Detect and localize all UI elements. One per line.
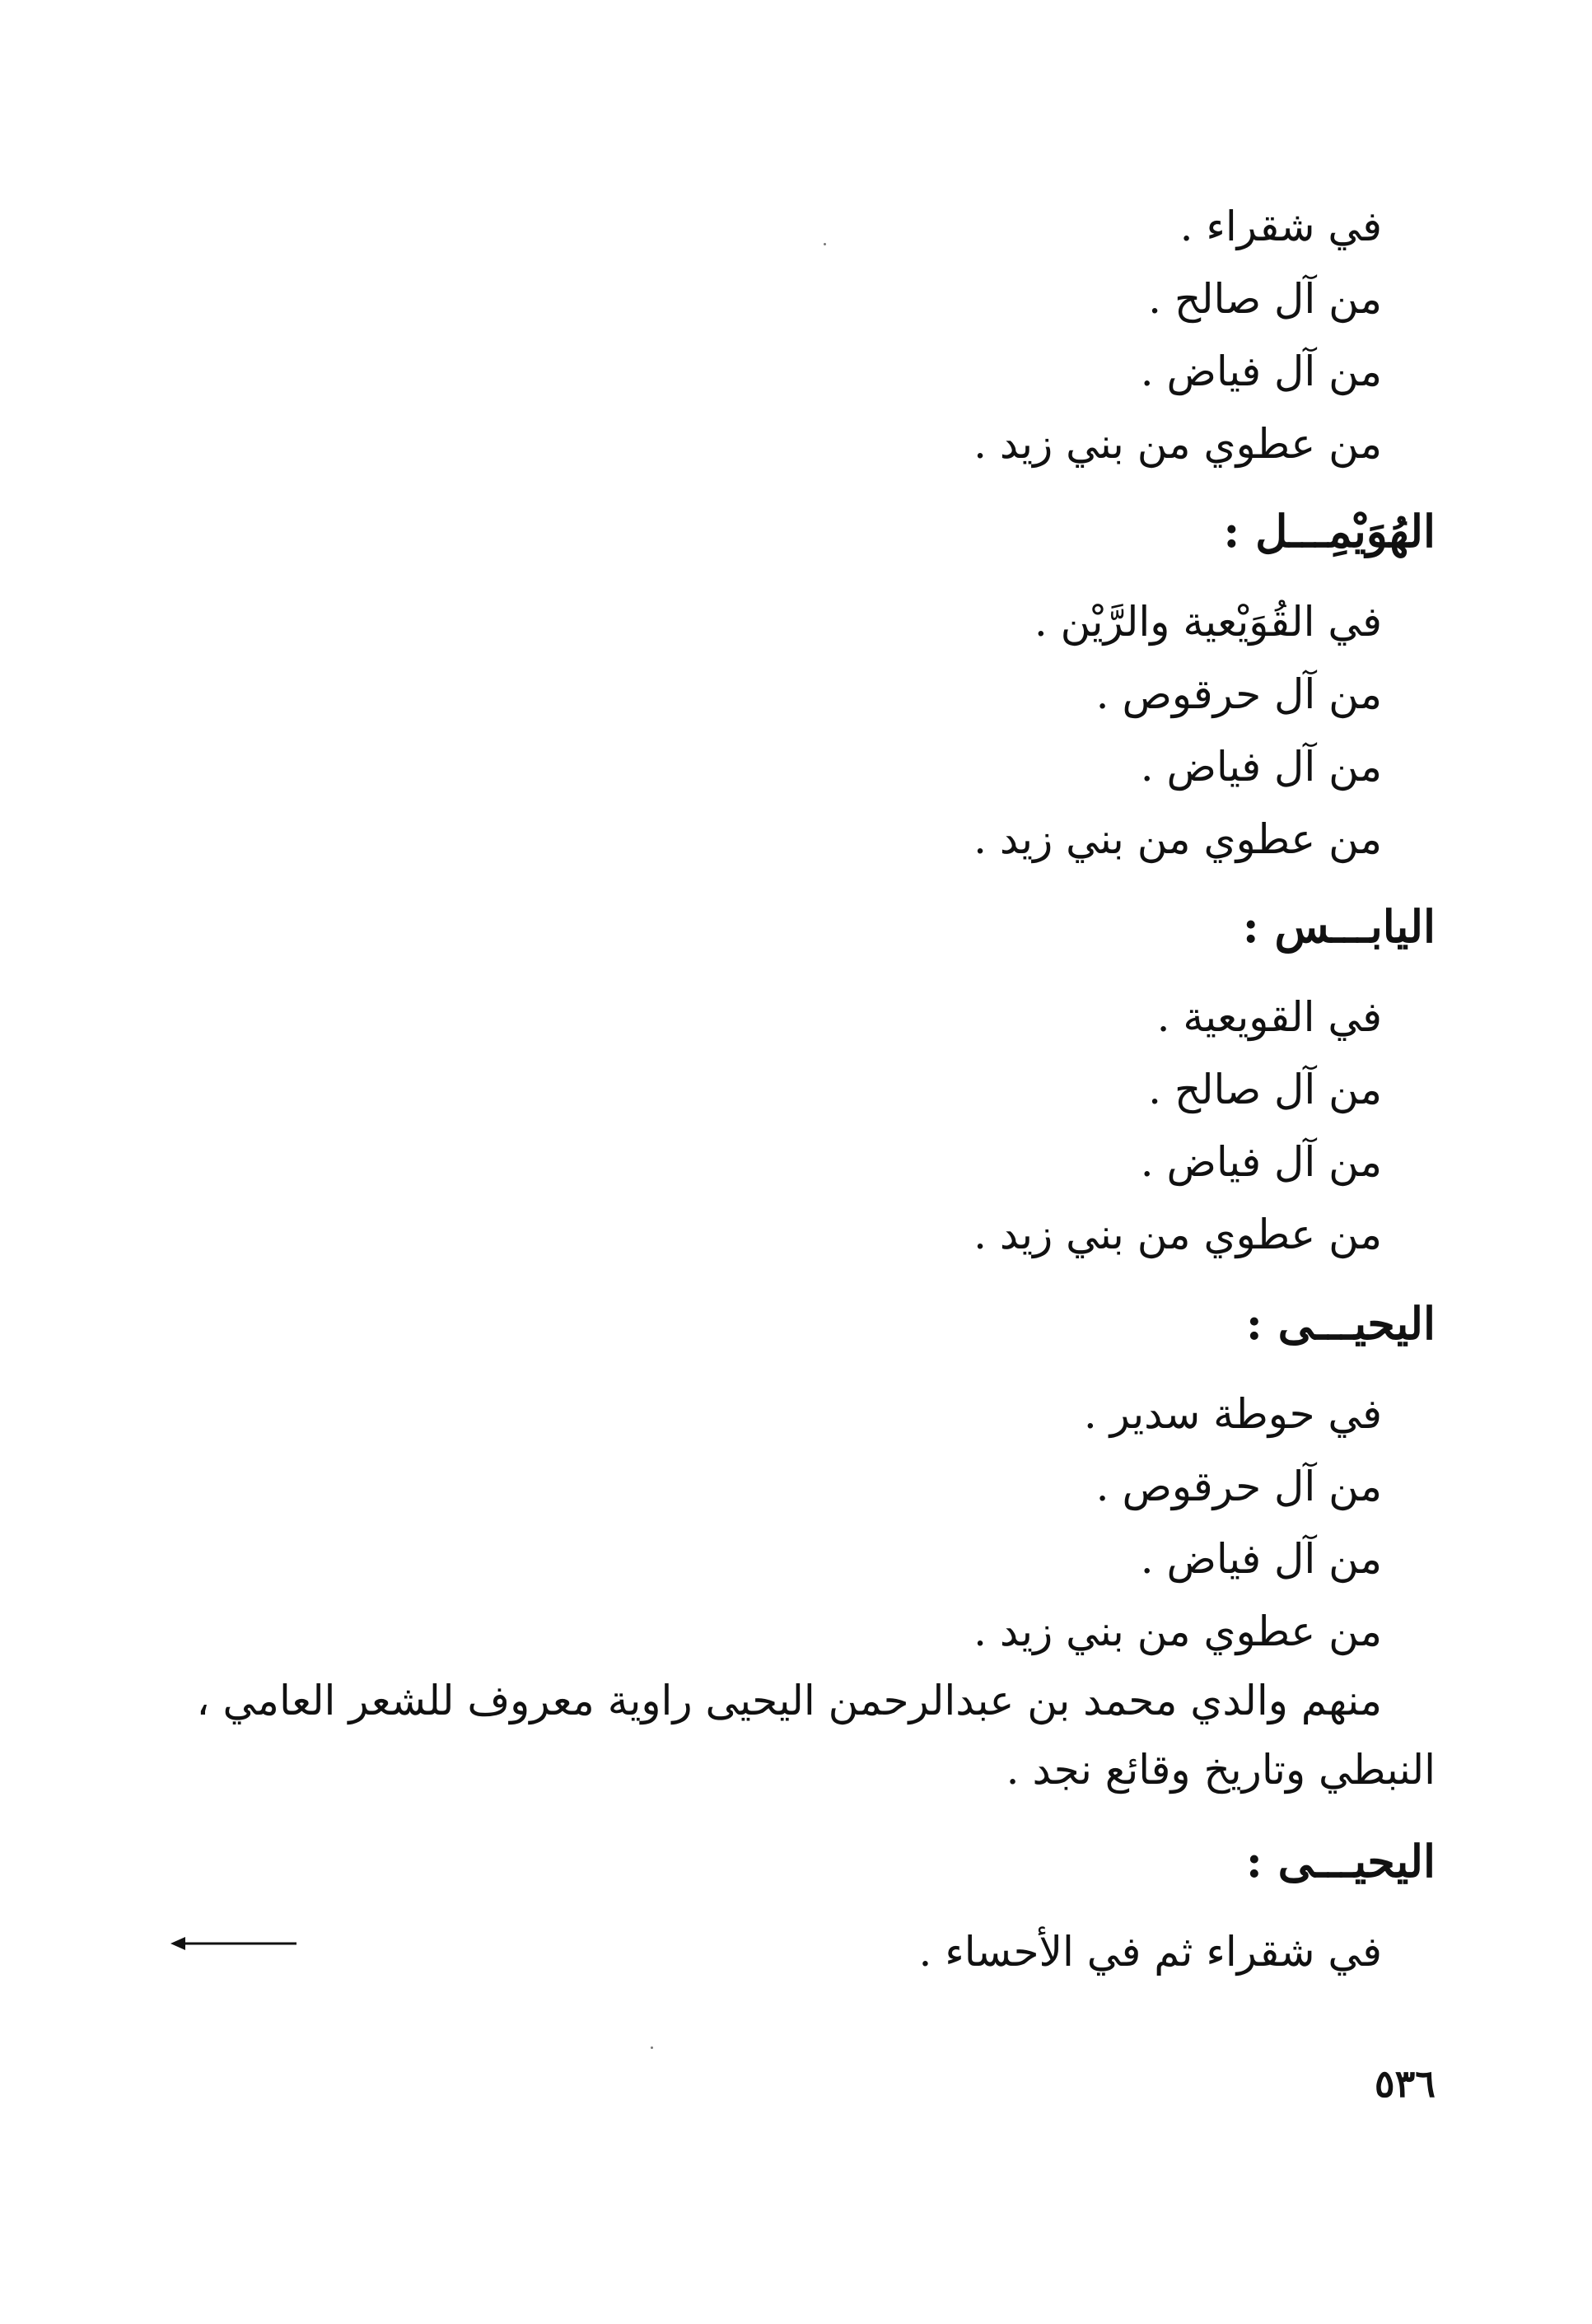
section-heading: اليحيـــى : — [1245, 1297, 1436, 1350]
entry-line: من آل صالح . — [1148, 275, 1382, 323]
entry-line: من آل حرقوص . — [1095, 1463, 1382, 1510]
entry-line: من آل فياض . — [1140, 1535, 1382, 1583]
entry-line: من آل حرقوص . — [1095, 670, 1382, 718]
entry-line: من عطوي من بني زيد . — [973, 1608, 1382, 1655]
paragraph-line: منهم والدي محمد بن عبدالرحمن اليحيى راوية معروف للشعر العامي ، — [196, 1677, 1382, 1724]
page-number: ٥٣٦ — [1374, 2061, 1436, 2106]
scan-speck — [824, 243, 826, 245]
left-arrow-icon — [169, 1931, 301, 1956]
scan-speck — [651, 2046, 653, 2049]
entry-line: من عطوي من بني زيد . — [973, 1211, 1382, 1258]
entry-line: في القويعية . — [1156, 993, 1382, 1041]
section-heading: اليابـــس : — [1242, 900, 1436, 953]
entry-line: من آل فياض . — [1140, 743, 1382, 791]
entry-line: من عطوي من بني زيد . — [973, 420, 1382, 468]
entry-line: في شقراء . — [1179, 203, 1382, 250]
section-heading: اليحيـــى : — [1245, 1835, 1436, 1888]
entry-line: في القُوَيْعية والرَّيْن . — [1034, 598, 1382, 646]
entry-line: من آل فياض . — [1140, 348, 1382, 395]
section-heading: الهُوَيْمِـــل : — [1223, 505, 1436, 558]
entry-line: في شقراء ثم في الأحساء . — [918, 1928, 1382, 1976]
entry-line: في حوطة سدير . — [1083, 1390, 1382, 1438]
paragraph-line: النبطي وتاريخ وقائع نجد . — [1006, 1746, 1436, 1794]
entry-line: من آل فياض . — [1140, 1138, 1382, 1186]
entry-line: من عطوي من بني زيد . — [973, 815, 1382, 863]
entry-line: من آل صالح . — [1148, 1066, 1382, 1113]
